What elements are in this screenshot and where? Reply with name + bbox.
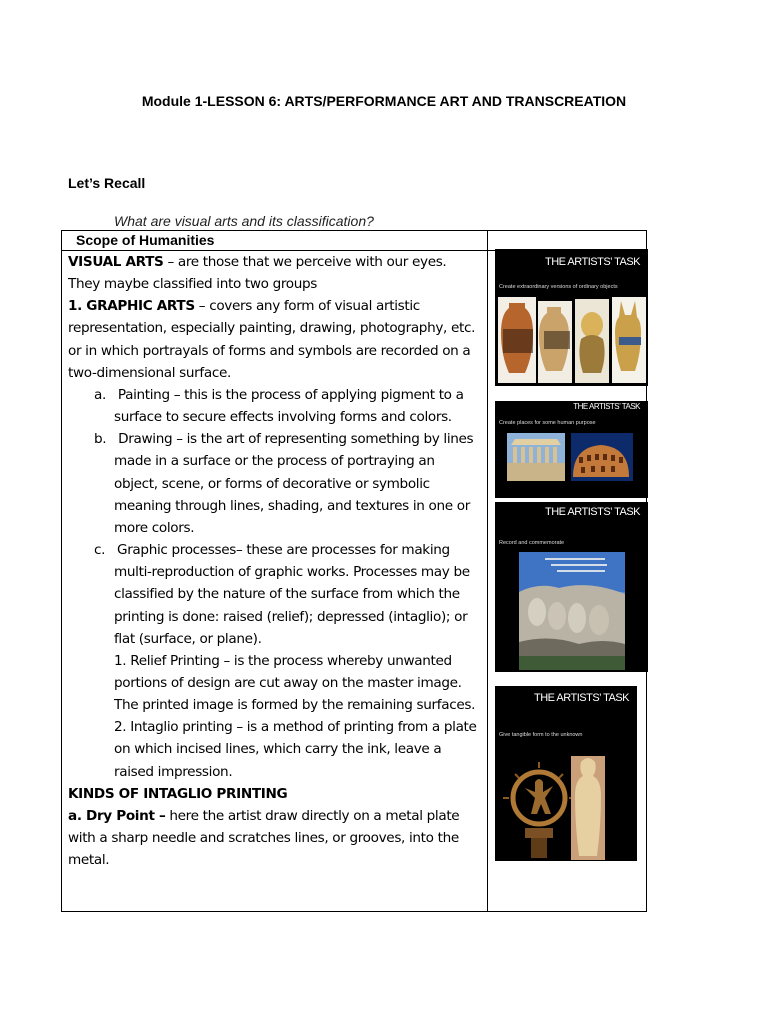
vases-image <box>495 293 648 386</box>
dry-point-term: a. Dry Point – <box>68 807 166 824</box>
slide-subtitle: Give tangible form to the unknown <box>499 732 583 738</box>
visual-arts-term: VISUAL ARTS <box>68 254 164 270</box>
recall-heading: Let’s Recall <box>68 175 146 191</box>
table-header: Scope of Humanities <box>76 232 215 248</box>
slide-title: THE ARTISTS’ TASK <box>533 692 629 704</box>
slide-subtitle: Create places for some human purpose <box>499 420 596 426</box>
page-title: Module 1-LESSON 6: ARTS/PERFORMANCE ART AND TRANSCREATION <box>141 93 627 109</box>
temples-image <box>495 429 648 498</box>
table-content <box>68 251 482 871</box>
sculptures-image <box>495 748 637 861</box>
graphic-arts-paragraph <box>68 295 482 384</box>
slide-title: THE ARTISTS’ TASK <box>544 506 640 518</box>
rushmore-image <box>495 552 648 672</box>
slide-title: THE ARTISTS’ TASK <box>544 256 640 268</box>
slide-places-human-purpose <box>495 401 648 498</box>
slide-subtitle: Create extraordinary versions of ordinary objects <box>499 284 618 290</box>
dry-point-definition: here the artist draw directly on a metal plate with a sharp needle and scratches lines, or grooves, into the metal. <box>68 807 460 869</box>
dry-point-paragraph <box>68 805 482 871</box>
slide-tangible-unknown <box>495 686 637 861</box>
slide-title: THE ARTISTS’ TASK <box>573 402 640 411</box>
slide-subtitle: Record and commemorate <box>499 540 565 546</box>
graphic-arts-term: 1. GRAPHIC ARTS <box>68 298 195 315</box>
list-item-drawing: b. Drawing – is the art of representing something by lines made in a surface or the process of portraying an object, scene, or forms of decorative or symbolic meaning through lines, shading, and textures in one or more colors. <box>94 431 474 536</box>
column-divider <box>487 231 488 911</box>
visual-arts-paragraph <box>68 251 482 295</box>
recall-question: What are visual arts and its classification? <box>114 213 374 229</box>
list-item-painting: a. Painting – this is the process of applying pigment to a surface to secure effects involving forms and colors. <box>94 386 464 426</box>
list-item-graphic-processes: c. Graphic processes– these are processes for making multi-reproduction of graphic works. Processes may be classified by the nature of the surface from which the printing is done: raised (relief); depressed (intaglio); or flat (surface, or plane). <box>94 542 470 647</box>
relief-printing-text: 1. Relief Printing – is the process whereby unwanted portions of design are cut away on the master image. The printed image is formed by the remaining surfaces. <box>114 652 476 714</box>
visual-arts-definition: – are those that we perceive with our eyes. They maybe classified into two groups <box>68 254 447 293</box>
intaglio-printing-text: 2. Intaglio printing – is a method of printing from a plate on which incised lines, which carry the ink, leave a raised impression. <box>114 719 477 780</box>
kinds-heading: KINDS OF INTAGLIO PRINTING <box>68 785 288 802</box>
graphic-arts-definition: – covers any form of visual artistic representation, especially painting, drawing, photography, etc. or in which portrayals of forms and symbols are recorded on a two-dimensional surface. <box>68 298 476 381</box>
slide-extraordinary-objects <box>495 249 648 386</box>
slide-record-commemorate <box>495 502 648 672</box>
